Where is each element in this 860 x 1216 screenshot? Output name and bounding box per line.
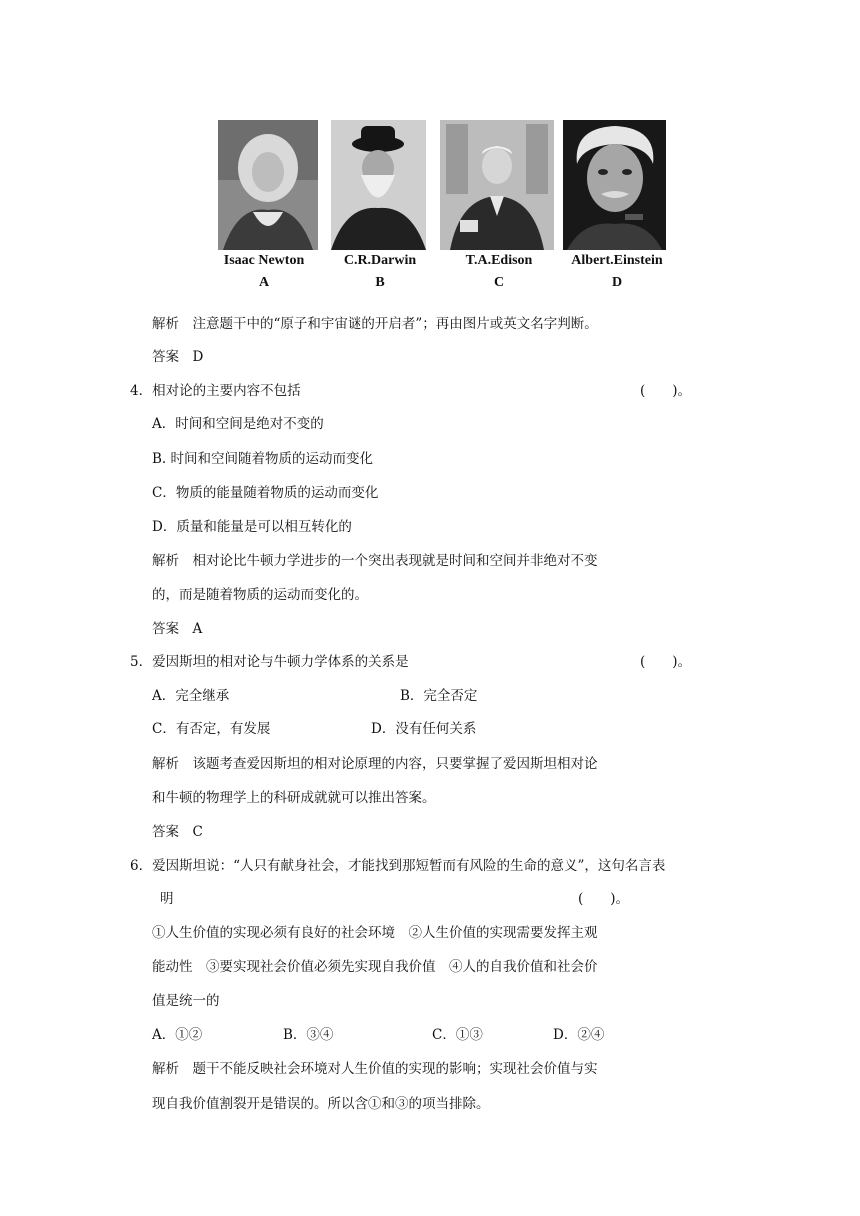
q6-analysis-line-1: 解析 题干不能反映社会环境对人生价值的实现的影响；实现社会价值与实	[152, 1061, 598, 1077]
caption-letter-b: B	[375, 275, 385, 290]
portrait-darwin	[331, 120, 426, 250]
q4-stem: 4．相对论的主要内容不包括	[130, 383, 301, 399]
q4-option-c: C．物质的能量随着物质的运动而变化	[152, 485, 379, 501]
q4-answer: 答案 A	[152, 621, 203, 637]
q6-stem-line-2: 明	[160, 891, 174, 907]
q4-option-a: A．时间和空间是绝对不变的	[152, 416, 324, 432]
q5-answer: 答案 C	[152, 824, 203, 840]
portrait-newton	[218, 120, 318, 250]
q5-paren: ( )。	[640, 654, 692, 670]
einstein-portrait-icon	[563, 120, 666, 250]
caption-name-b: C.R.Darwin	[343, 253, 417, 268]
q6-items-line-2: 能动性 ③要实现社会价值必须先实现自我价值 ④人的自我价值和社会价	[152, 959, 598, 975]
q6-items-line-1: ①人生价值的实现必须有良好的社会环境 ②人生价值的实现需要发挥主观	[152, 925, 598, 941]
darwin-portrait-icon	[331, 120, 426, 250]
caption-name-a: Isaac Newton	[223, 253, 305, 268]
q6-analysis-line-2: 现自我价值割裂开是错误的。所以含①和③的项当排除。	[152, 1096, 490, 1112]
q6-items-line-3: 值是统一的	[152, 993, 220, 1009]
q5-option-c: C．有否定，有发展	[152, 721, 271, 737]
q5-stem: 5．爱因斯坦的相对论与牛顿力学体系的关系是	[130, 654, 409, 670]
q6-paren: ( )。	[578, 891, 630, 907]
caption-letter-d: D	[611, 275, 623, 290]
q4-analysis-line-2: 的，而是随着物质的运动而变化的。	[152, 587, 368, 603]
edison-portrait-icon	[440, 120, 554, 250]
newton-portrait-icon	[218, 120, 318, 250]
q6-option-d: D．②④	[553, 1027, 605, 1043]
caption-name-c: T.A.Edison	[465, 253, 533, 268]
q6-option-c: C．①③	[432, 1027, 483, 1043]
q4-analysis-line-1: 解析 相对论比牛顿力学进步的一个突出表现就是时间和空间并非绝对不变	[152, 553, 598, 569]
q6-stem-line-1: 6．爱因斯坦说：“人只有献身社会，才能找到那短暂而有风险的生命的意义”，这句名言表	[130, 858, 666, 874]
caption-letter-a: A	[258, 275, 270, 290]
q5-option-b: B．完全否定	[400, 688, 478, 704]
q4-paren: ( )。	[640, 383, 692, 399]
caption-name-d: Albert.Einstein	[571, 253, 663, 268]
q4-option-b: B. 时间和空间随着物质的运动而变化	[152, 451, 374, 467]
q3-analysis: 解析 注意题干中的“原子和宇宙谜的开启者”；再由图片或英文名字判断。	[152, 316, 598, 332]
q5-option-a: A．完全继承	[152, 688, 230, 704]
q5-option-d: D．没有任何关系	[371, 721, 477, 737]
q3-answer: 答案 D	[152, 349, 204, 365]
caption-letter-c: C	[493, 275, 505, 290]
q6-option-b: B．③④	[283, 1027, 334, 1043]
q4-option-d: D．质量和能量是可以相互转化的	[152, 519, 352, 535]
q6-option-a: A．①②	[152, 1027, 203, 1043]
portrait-einstein	[563, 120, 666, 250]
portrait-edison	[440, 120, 554, 250]
q5-analysis-line-1: 解析 该题考查爱因斯坦的相对论原理的内容，只要掌握了爱因斯坦相对论	[152, 756, 598, 772]
q5-analysis-line-2: 和牛顿的物理学上的科研成就就可以推出答案。	[152, 790, 436, 806]
